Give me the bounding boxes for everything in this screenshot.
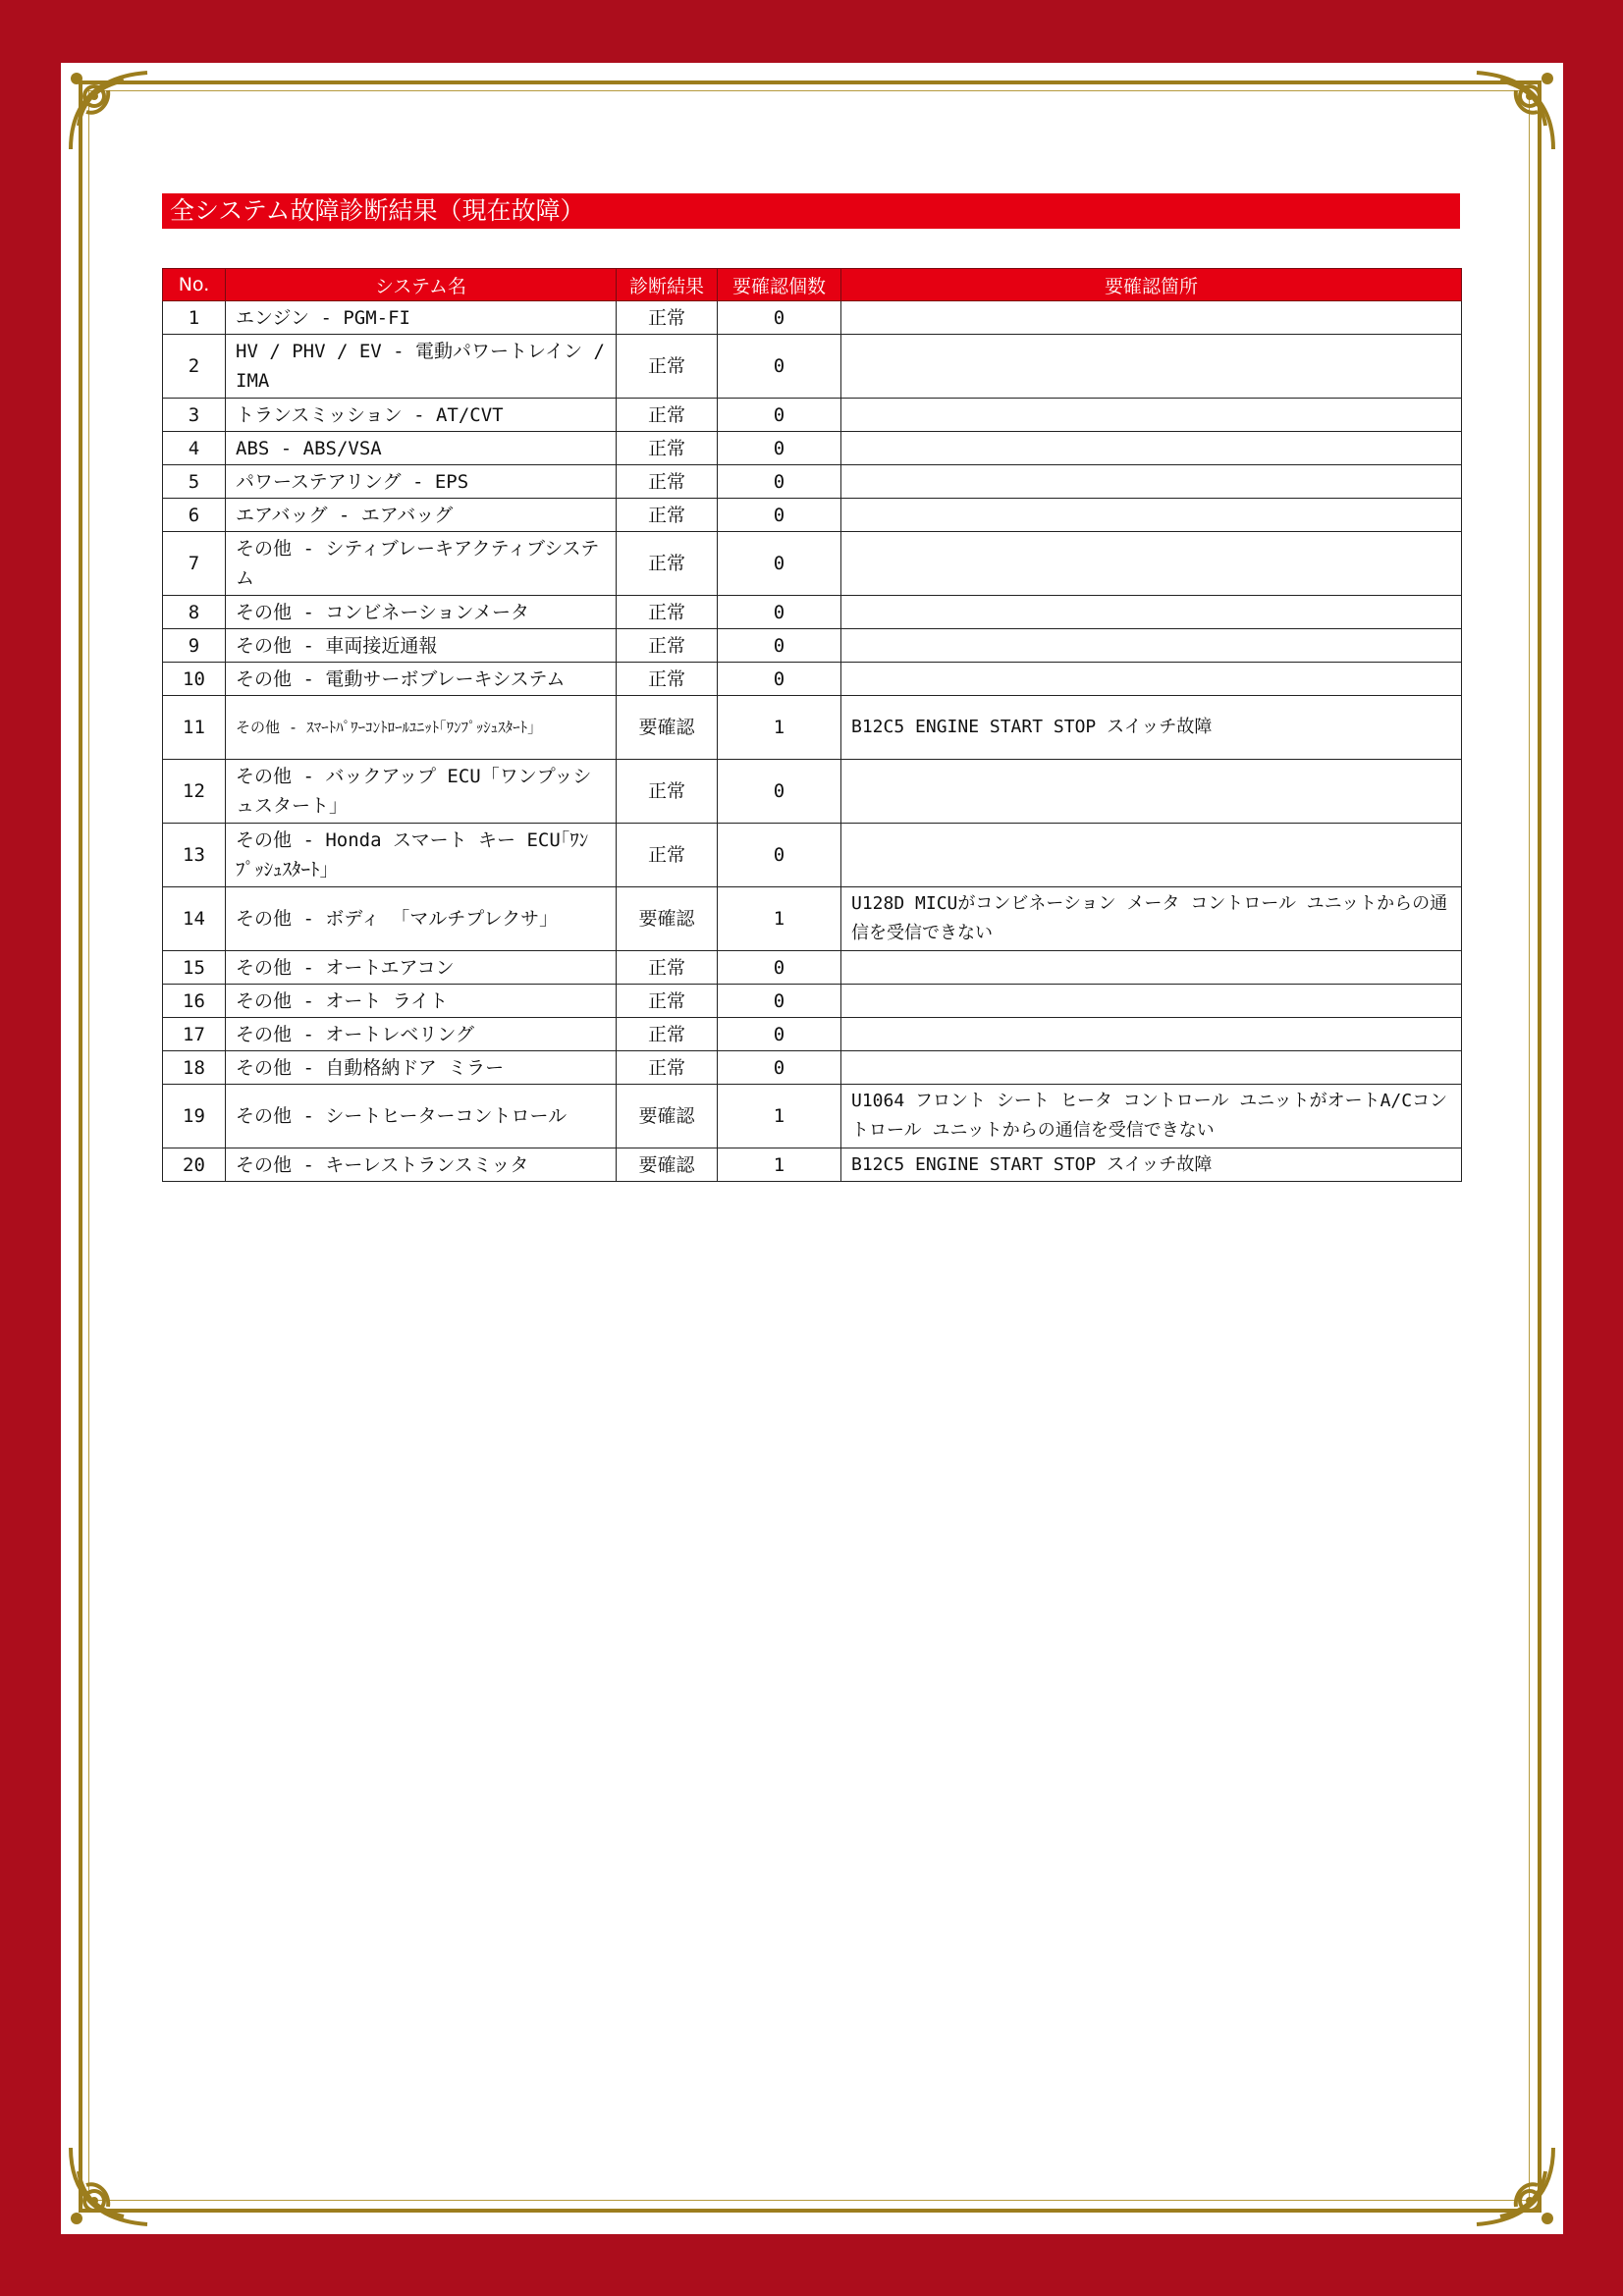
cell-count: 0 — [718, 760, 841, 824]
table-row — [163, 335, 1462, 399]
cell-result: 正常 — [617, 951, 718, 985]
cell-count: 0 — [718, 301, 841, 335]
cell-location — [841, 760, 1462, 824]
table-row — [163, 663, 1462, 696]
cell-no: 13 — [163, 824, 226, 887]
table-row — [163, 629, 1462, 663]
cell-system: パワーステアリング - EPS — [226, 465, 617, 499]
cell-count: 0 — [718, 824, 841, 887]
cell-no: 14 — [163, 887, 226, 951]
cell-no: 16 — [163, 985, 226, 1018]
cell-result: 正常 — [617, 824, 718, 887]
corner-ornament-icon — [65, 2142, 153, 2230]
cell-system: エアバッグ - エアバッグ — [226, 499, 617, 532]
cell-location — [841, 465, 1462, 499]
cell-count: 1 — [718, 696, 841, 760]
cell-location: U1064 フロント シート ヒータ コントロール ユニットがオートA/Cコントロール ユニットからの通信を受信できない — [841, 1085, 1462, 1148]
cell-system: ABS - ABS/VSA — [226, 432, 617, 465]
cell-count: 1 — [718, 1148, 841, 1182]
cell-no: 15 — [163, 951, 226, 985]
cell-system: その他 - ボディ 「マルチプレクサ」 — [226, 887, 617, 951]
cell-no: 18 — [163, 1051, 226, 1085]
cell-result: 正常 — [617, 760, 718, 824]
cell-system: その他 - 自動格納ドア ミラー — [226, 1051, 617, 1085]
cell-result: 正常 — [617, 629, 718, 663]
cell-location — [841, 432, 1462, 465]
table-row — [163, 532, 1462, 596]
cell-system: その他 - オートエアコン — [226, 951, 617, 985]
cell-result: 正常 — [617, 663, 718, 696]
corner-ornament-icon — [1471, 67, 1559, 155]
cell-no: 6 — [163, 499, 226, 532]
cell-system: その他 - 電動サーボブレーキシステム — [226, 663, 617, 696]
table-row — [163, 1148, 1462, 1182]
cell-system: エンジン - PGM-FI — [226, 301, 617, 335]
cell-result: 正常 — [617, 335, 718, 399]
cell-count: 0 — [718, 335, 841, 399]
table-row — [163, 1018, 1462, 1051]
cell-count: 0 — [718, 663, 841, 696]
table-row — [163, 887, 1462, 951]
cell-no: 5 — [163, 465, 226, 499]
cell-location — [841, 824, 1462, 887]
cell-location — [841, 532, 1462, 596]
cell-location — [841, 629, 1462, 663]
cell-count: 1 — [718, 887, 841, 951]
cell-system: その他 - オートレベリング — [226, 1018, 617, 1051]
cell-no: 2 — [163, 335, 226, 399]
cell-result: 正常 — [617, 301, 718, 335]
table-row — [163, 951, 1462, 985]
cell-result: 正常 — [617, 532, 718, 596]
cell-system: その他 - 車両接近通報 — [226, 629, 617, 663]
cell-system: その他 - コンビネーションメータ — [226, 596, 617, 629]
cell-no: 12 — [163, 760, 226, 824]
cell-result: 要確認 — [617, 887, 718, 951]
cell-result: 正常 — [617, 399, 718, 432]
cell-count: 0 — [718, 399, 841, 432]
column-header-count: 要確認個数 — [718, 269, 841, 301]
cell-location — [841, 663, 1462, 696]
table-row — [163, 432, 1462, 465]
cell-count: 0 — [718, 1051, 841, 1085]
column-header-result: 診断結果 — [617, 269, 718, 301]
table-header-row — [163, 269, 1462, 301]
cell-system: その他 - ｽﾏｰﾄﾊﾟﾜｰｺﾝﾄﾛｰﾙﾕﾆｯﾄ｢ﾜﾝﾌﾟｯｼｭｽﾀｰﾄ｣ — [226, 696, 617, 760]
cell-count: 0 — [718, 951, 841, 985]
cell-location — [841, 335, 1462, 399]
table-row — [163, 465, 1462, 499]
table-row — [163, 301, 1462, 335]
cell-no: 4 — [163, 432, 226, 465]
cell-location — [841, 951, 1462, 985]
column-header-no: No. — [163, 269, 226, 301]
cell-count: 0 — [718, 432, 841, 465]
cell-count: 0 — [718, 985, 841, 1018]
cell-result: 要確認 — [617, 1085, 718, 1148]
cell-system: HV / PHV / EV - 電動パワートレイン /IMA — [226, 335, 617, 399]
cell-count: 0 — [718, 465, 841, 499]
cell-count: 1 — [718, 1085, 841, 1148]
table-row — [163, 1051, 1462, 1085]
table-row — [163, 824, 1462, 887]
cell-location — [841, 499, 1462, 532]
cell-system: その他 - Honda スマート キー ECU｢ﾜﾝﾌﾟｯｼｭｽﾀｰﾄ｣ — [226, 824, 617, 887]
table-row — [163, 696, 1462, 760]
cell-result: 正常 — [617, 596, 718, 629]
table-row — [163, 760, 1462, 824]
cell-count: 0 — [718, 499, 841, 532]
report-sheet — [61, 63, 1563, 2234]
corner-ornament-icon — [65, 67, 153, 155]
cell-location — [841, 301, 1462, 335]
cell-no: 1 — [163, 301, 226, 335]
cell-count: 0 — [718, 596, 841, 629]
cell-result: 正常 — [617, 1051, 718, 1085]
cell-location: B12C5 ENGINE START STOP スイッチ故障 — [841, 696, 1462, 760]
report-title: 全システム故障診断結果（現在故障） — [162, 193, 1460, 229]
cell-location — [841, 1051, 1462, 1085]
table-row — [163, 985, 1462, 1018]
cell-result: 正常 — [617, 1018, 718, 1051]
corner-ornament-icon — [1471, 2142, 1559, 2230]
cell-no: 17 — [163, 1018, 226, 1051]
cell-system: その他 - オート ライト — [226, 985, 617, 1018]
cell-no: 19 — [163, 1085, 226, 1148]
cell-no: 10 — [163, 663, 226, 696]
column-header-location: 要確認箇所 — [841, 269, 1462, 301]
cell-result: 要確認 — [617, 1148, 718, 1182]
column-header-system: システム名 — [226, 269, 617, 301]
cell-system: その他 - キーレストランスミッタ — [226, 1148, 617, 1182]
cell-location: U128D MICUがコンビネーション メータ コントロール ユニットからの通信を受信できない — [841, 887, 1462, 951]
cell-no: 7 — [163, 532, 226, 596]
cell-location — [841, 985, 1462, 1018]
cell-system: その他 - シティブレーキアクティブシステム — [226, 532, 617, 596]
cell-no: 8 — [163, 596, 226, 629]
table-row — [163, 499, 1462, 532]
cell-result: 要確認 — [617, 696, 718, 760]
cell-location — [841, 1018, 1462, 1051]
cell-location: B12C5 ENGINE START STOP スイッチ故障 — [841, 1148, 1462, 1182]
cell-count: 0 — [718, 1018, 841, 1051]
cell-system: その他 - バックアップ ECU「ワンプッシュスタート」 — [226, 760, 617, 824]
cell-no: 3 — [163, 399, 226, 432]
cell-count: 0 — [718, 532, 841, 596]
cell-location — [841, 399, 1462, 432]
table-row — [163, 596, 1462, 629]
cell-system: トランスミッション - AT/CVT — [226, 399, 617, 432]
cell-result: 正常 — [617, 432, 718, 465]
cell-count: 0 — [718, 629, 841, 663]
diagnosis-table — [162, 268, 1462, 1182]
table-row — [163, 1085, 1462, 1148]
cell-result: 正常 — [617, 465, 718, 499]
cell-no: 11 — [163, 696, 226, 760]
cell-no: 9 — [163, 629, 226, 663]
cell-system: その他 - シートヒーターコントロール — [226, 1085, 617, 1148]
cell-result: 正常 — [617, 985, 718, 1018]
cell-no: 20 — [163, 1148, 226, 1182]
cell-location — [841, 596, 1462, 629]
table-row — [163, 399, 1462, 432]
cell-result: 正常 — [617, 499, 718, 532]
